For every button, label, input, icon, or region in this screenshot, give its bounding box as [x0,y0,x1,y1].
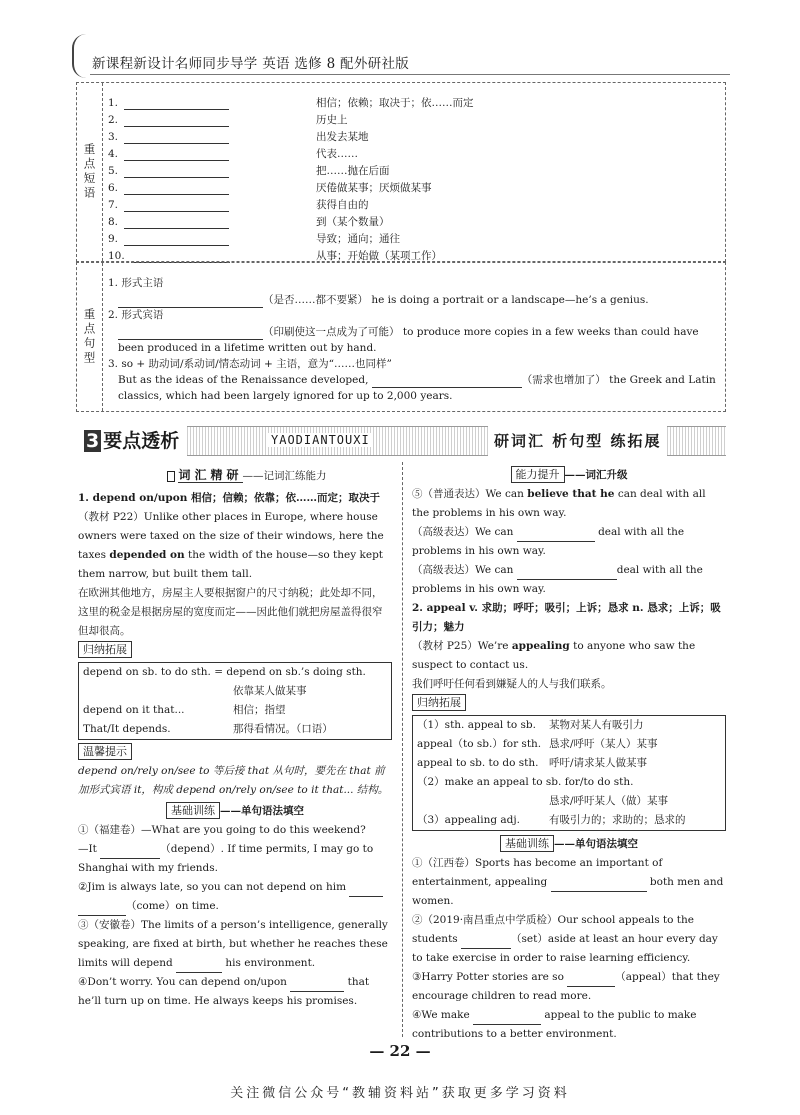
header-bracket [72,34,86,78]
phrase-meaning: 到（某个数量） [316,216,390,228]
phrase-row: 3. [108,130,229,144]
appeal-table: （1）sth. appeal to sb. 某物对某人有吸引力 appeal（to sb.）for sth. 恳求/呼吁（某人）某事 appeal to sb. to do sth. 呼吁/请求某人做某事 （2）make an appeal to sb. for/to do sth. 恳求/呼吁某人（做）某事 （3）appealing adj. 有吸引力的；求助的；恳求的 [412,715,726,831]
phrase-meaning: 获得自由的 [316,199,369,211]
sentence-2: （印刷使这一点成为了可能） to produce more copies in a few weeks than could have [118,325,699,340]
banner-subtitle: 研词汇 析句型 练拓展 [488,426,667,456]
phrase-meaning: 导致；通向；通往 [316,233,400,245]
phrase-row: 10. [108,249,230,263]
sentence-3-title: 3. so + 助动词/系动词/情态动词 + 主语，意为“……也同样” [108,358,392,370]
phrase-row: 9. [108,232,229,246]
header-rule [90,74,730,75]
page-number: — 22 — [369,1042,431,1060]
phrase-meaning: 历史上 [316,114,348,126]
key-phrases-label: 重点短语 [77,83,103,261]
right-column: 能力提升 ——词汇升级 ⑤（普通表达）We can believe that he can deal with all the problems in his own way. （高级表达）We can deal with all the problems in his own way. （高级表达）We can deal with all the problems in his own way. 2. appeal v. 求助；呼吁；吸引；上诉；恳求 n. 恳求；上诉；吸引力；魅力 （教材 P25）We’re appealing to anyone who saw the suspect to contact us. 我们呼吁任何看到嫌疑人的人与我们联系。 归纳拓展 （1）sth. appeal to sb. 某物对某人有吸引力 appeal（to sb.）for sth. 恳求/呼吁（某人）某事 appeal to sb. to do sth. 呼吁/请求某人做某事 （2）make an appeal to sb. for/to do sth. 恳求/呼吁某人（做）某事 （3）appealing adj. 有吸引力的；求助的；恳求的 基础训练 ——单句语法填空 ①（江西卷）Sports has become an important of entertainment, appealing both men and women. ②（2019·南昌重点中学质检）Our school appeals to the students （set）aside at least an hour every day to take exercise in order to raise learning efficiency. ③Harry Potter stories are so （appeal）that they encourage children to read more. ④We make appeal to the public to make contributions to a better environment. [412,466,726,1044]
column-separator [402,462,403,1037]
book-icon [167,471,175,482]
phrase-meaning: 出发去某地 [316,131,369,143]
depend-table: depend on sb. to do sth. = depend on sb.’s doing sth. 依靠某人做某事 depend on it that... 相信；指望 That/It depends. 那得看情况。（口语） [78,662,392,740]
phrase-row: 6. [108,181,229,195]
key-sentences-label: 重点句型 [77,263,103,411]
banner-title: 3 要点透析 [76,426,187,456]
phrase-row: 7. [108,198,229,212]
phrase-meaning: 厌倦做某事；厌烦做某事 [316,182,432,194]
phrase-meaning: 从事；开始做（某项工作） [316,250,442,262]
header-title: 新课程新设计名师同步导学 英语 选修 8 配外研社版 [92,56,410,72]
phrase-meaning: 把……抛在后面 [316,165,390,177]
phrase-row: 8. [108,215,229,229]
phrase-meaning: 代表…… [316,148,358,160]
sentence-3-cont: classics, which had been largely ignored for up to 2,000 years. [118,390,453,402]
phrase-row: 1. [108,96,229,110]
sentence-1: （是否……都不要紧） he is doing a portrait or a landscape—he’s a genius. [118,293,649,308]
sentence-2-title: 2. 形式宾语 [108,309,164,321]
sentence-2-cont: been produced in a lifetime written out by hand. [118,342,377,354]
phrase-meaning: 相信；依赖；取决于；依……而定 [316,97,474,109]
phrase-row: 2. [108,113,229,127]
phrase-row: 5. [108,164,229,178]
sentence-1-title: 1. 形式主语 [108,277,164,289]
footer-note: 关注微信公众号“教辅资料站”获取更多学习资料 [230,1086,570,1101]
sentence-3: But as the ideas of the Renaissance developed, （需求也增加了） the Greek and Latin [118,374,716,386]
left-column: 词汇精研——记词汇练能力 1. depend on/upon 相信；信赖；依靠；依……而定；取决于 （教材 P22）Unlike other places in Europe, where house owners were taxed on the size of their windows, here the taxes depended on the width of the house—so they kept them narrow, but built them tall. 在欧洲其他地方，房屋主人要根据窗户的尺寸纳税；此处却不同，这里的税金是根据房屋的宽度而定——因此他们就把房屋盖得很窄但却很高。 归纳拓展 depend on sb. to do sth. = depend on sb.’s doing sth. 依靠某人做某事 depend on it that... 相信；指望 That/It depends. 那得看情况。（口语） 温馨提示 depend on/rely on/see to 等后接 that 从句时，要先在 that 前加形式宾语 it，构成 depend on/rely on/see to it that... 结构。 基础训练 ——单句语法填空 ①（福建卷）—What are you going to do this weekend? —It （depend）. If time permits, I may go to Shanghai with my friends. ②Jim is always late, so you can not depend on him （come）on time. ③（安徽卷）The limits of a person’s intelligence, generally speaking, are fixed at birth, but whether he reaches these limits will depend his environment. ④Don’t worry. You can depend on/upon that he’ll turn up on time. He always keeps his promises. [78,466,392,1011]
banner-pinyin: YAODIANTOUXI [268,433,373,447]
phrase-row: 4. [108,147,229,161]
